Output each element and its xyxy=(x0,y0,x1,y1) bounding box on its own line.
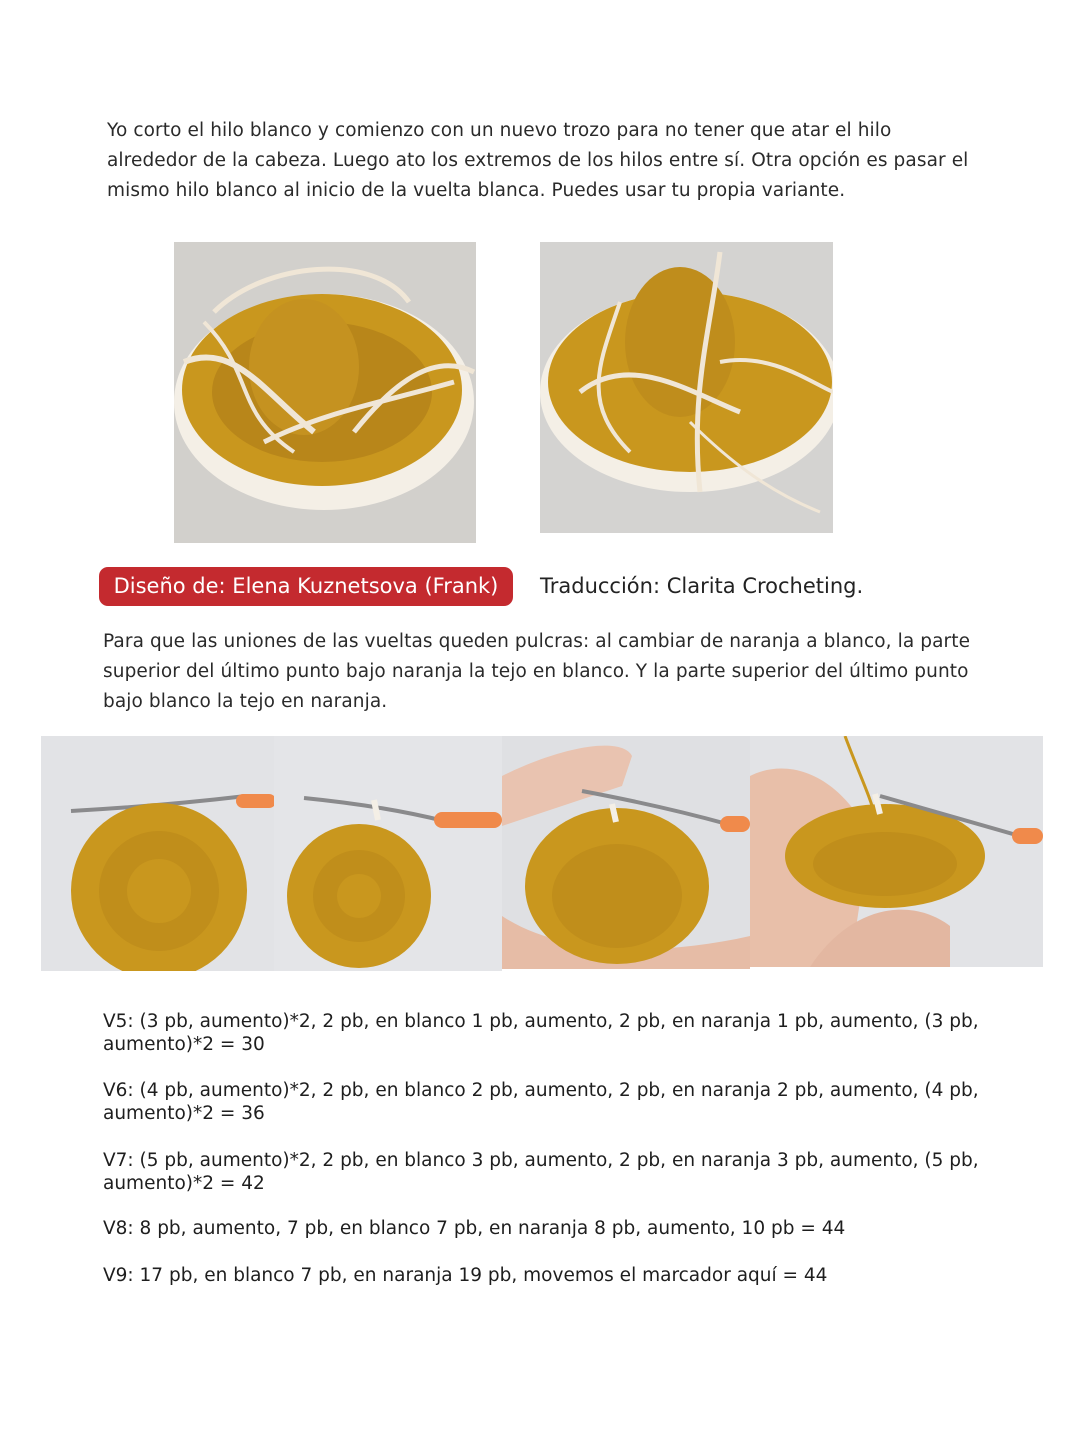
photo-head-with-loose-threads xyxy=(174,242,476,543)
photo-threads-tied xyxy=(540,242,833,533)
intro-paragraph: Yo corto el hilo blanco y comienzo con un nuevo trozo para no tener que atar el hilo alrededor de la cabeza. Luego ato los extremos de los hilos entre sí. Otra opción es pasar el mismo hilo blanco al inicio de la vuelta blanca. Puedes usar tu propia variante. xyxy=(107,120,969,201)
translation-credit: Traducción: Clarita Crocheting. xyxy=(540,574,864,598)
round-v5: V5: (3 pb, aumento)*2, 2 pb, en blanco 1 pb, aumento, 2 pb, en naranja 1 pb, aumento, (3 pb, aumento)*2 = 30 xyxy=(103,1011,979,1055)
design-credit-badge: Diseño de: Elena Kuznetsova (Frank) xyxy=(99,567,513,606)
photo-step-2 xyxy=(274,736,502,971)
round-v8: V8: 8 pb, aumento, 7 pb, en blanco 7 pb, en naranja 8 pb, aumento, 10 pb = 44 xyxy=(103,1218,846,1239)
round-v7: V7: (5 pb, aumento)*2, 2 pb, en blanco 3 pb, aumento, 2 pb, en naranja 3 pb, aumento, (5 pb, aumento)*2 = 42 xyxy=(103,1150,979,1194)
photo-step-1 xyxy=(41,736,274,971)
photo-step-3 xyxy=(502,736,750,969)
round-v6: V6: (4 pb, aumento)*2, 2 pb, en blanco 2 pb, aumento, 2 pb, en naranja 2 pb, aumento, (4 pb, aumento)*2 = 36 xyxy=(103,1080,979,1124)
tip-paragraph: Para que las uniones de las vueltas queden pulcras: al cambiar de naranja a blanco, la parte superior del último punto bajo naranja la tejo en blanco. Y la parte superior del último punto bajo blanco la tejo en naranja. xyxy=(103,631,971,712)
photo-step-4 xyxy=(750,736,1043,967)
round-v9: V9: 17 pb, en blanco 7 pb, en naranja 19 pb, movemos el marcador aquí = 44 xyxy=(103,1265,828,1286)
